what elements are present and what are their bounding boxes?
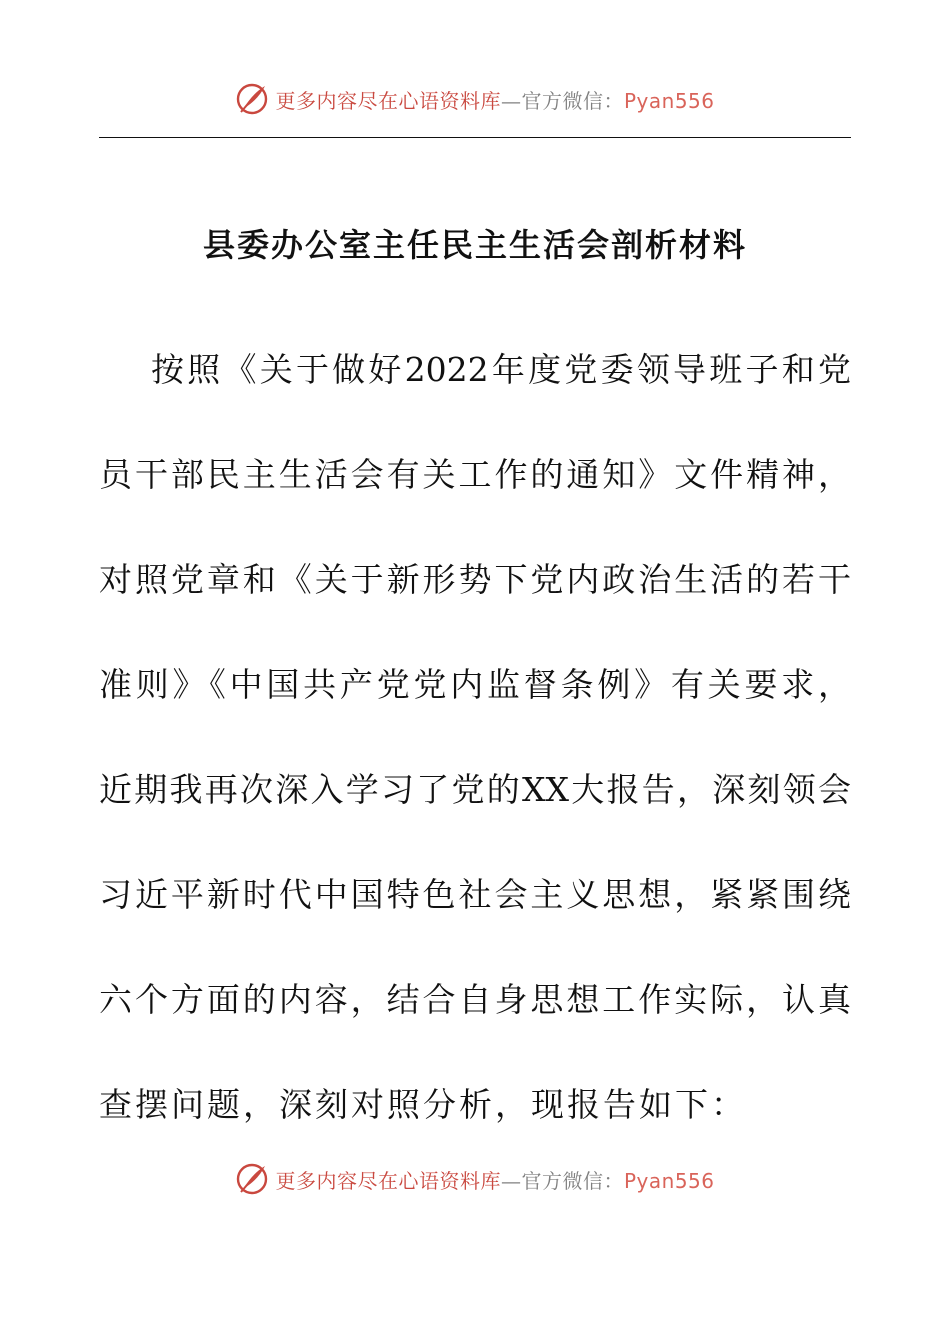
paragraph-line: 近期我再次深入学习了党的XX大报告，深刻领会 [99, 770, 851, 809]
paragraph-line: 查摆问题，深刻对照分析，现报告如下： [99, 1085, 747, 1124]
document-body [99, 340, 851, 1180]
header-divider [99, 137, 851, 138]
paragraph-line: 习近平新时代中国特色社会主义思想，紧紧围绕 [99, 875, 851, 914]
paragraph-line: 准则》《中国共产党党内监督条例》有关要求， [99, 665, 851, 704]
quill-logo-icon [235, 82, 269, 116]
paragraph-line: 员干部民主生活会有关工作的通知》文件精神， [99, 455, 851, 494]
paragraph-line: 按照《关于做好2022年度党委领导班子和党 [151, 350, 851, 389]
quill-logo-icon [235, 1162, 269, 1196]
watermark-text: 更多内容尽在心语资料库—官方微信：Pyan556 [275, 1168, 715, 1193]
header-watermark [0, 82, 950, 116]
paragraph-line: 对照党章和《关于新形势下党内政治生活的若干 [99, 560, 851, 599]
footer-watermark [0, 1162, 950, 1196]
paragraph-line: 六个方面的内容，结合自身思想工作实际，认真 [99, 980, 851, 1019]
watermark-text: 更多内容尽在心语资料库—官方微信：Pyan556 [275, 88, 715, 113]
document-title: 县委办公室主任民主生活会剖析材料 [202, 226, 747, 264]
